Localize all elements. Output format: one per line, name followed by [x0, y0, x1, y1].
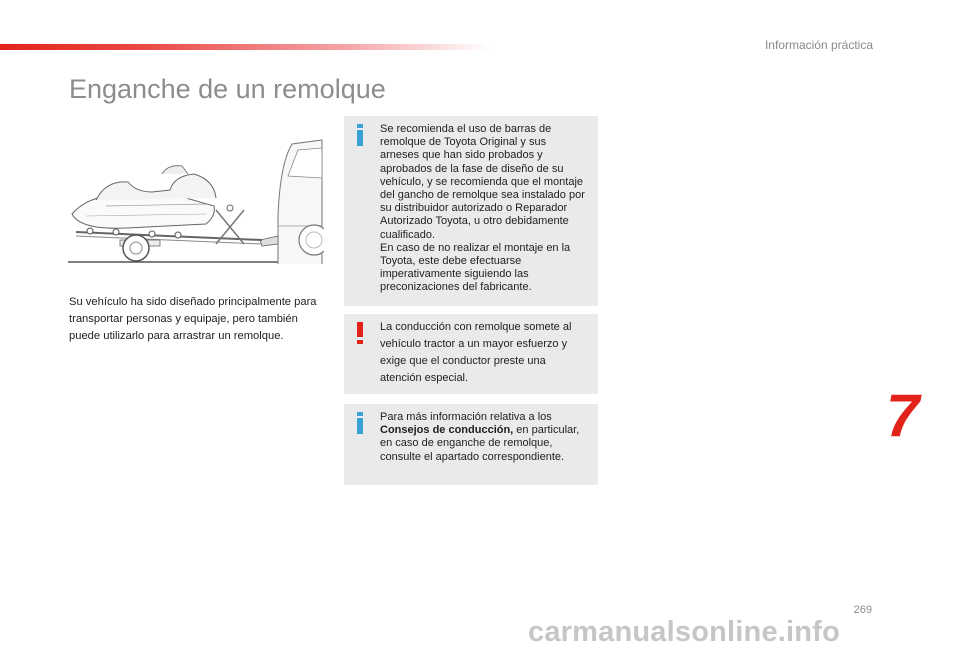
warning-box-text: La conducción con remolque somete al vehículo tractor a un mayor esfuerzo y exige que el conductor preste una atención especial. [380, 321, 572, 384]
header-accent-bar [0, 44, 490, 50]
section-header: Información práctica [764, 38, 873, 52]
warning-icon [354, 322, 366, 344]
info-box-text-2: En caso de no realizar el montaje en la Toyota, este debe efectuarse imperativamente siguiendo las preconizaciones del fabricante. [380, 241, 571, 294]
watermark: carmanualsonline.info [528, 616, 840, 648]
warning-box-driving [344, 314, 598, 394]
intro-text: Su vehículo ha sido diseñado principalmente para transportar personas y equipaje, pero también puede utilizarlo para arrastrar un remolque. [69, 296, 317, 342]
trailer-illustration [66, 136, 324, 266]
info-box-recommendation [344, 116, 598, 306]
info-icon [354, 124, 366, 146]
driving-tips-reference: Consejos de conducción, [380, 424, 514, 437]
info-box-more-info [344, 404, 598, 485]
chapter-number: 7 [886, 382, 920, 449]
info-icon [354, 412, 366, 434]
page-title: Enganche de un remolque [69, 74, 386, 104]
info-box-text: Para más información relativa a los Consejos de conducción, en particular, en caso de enganche de remolque, consulte el apartado correspondiente. [380, 411, 580, 463]
info-box-text: Se recomienda el uso de barras de remolque de Toyota Original y sus arneses que han sido probados y aprobados de la fase de diseño de su vehículo, y se recomienda que el montaje del gancho de remolque sea instalado por su distribuidor autorizado o Reparador Autorizado Toyota, u otro debidamente cualificado. [380, 123, 585, 241]
page-number: 269 [853, 604, 872, 616]
